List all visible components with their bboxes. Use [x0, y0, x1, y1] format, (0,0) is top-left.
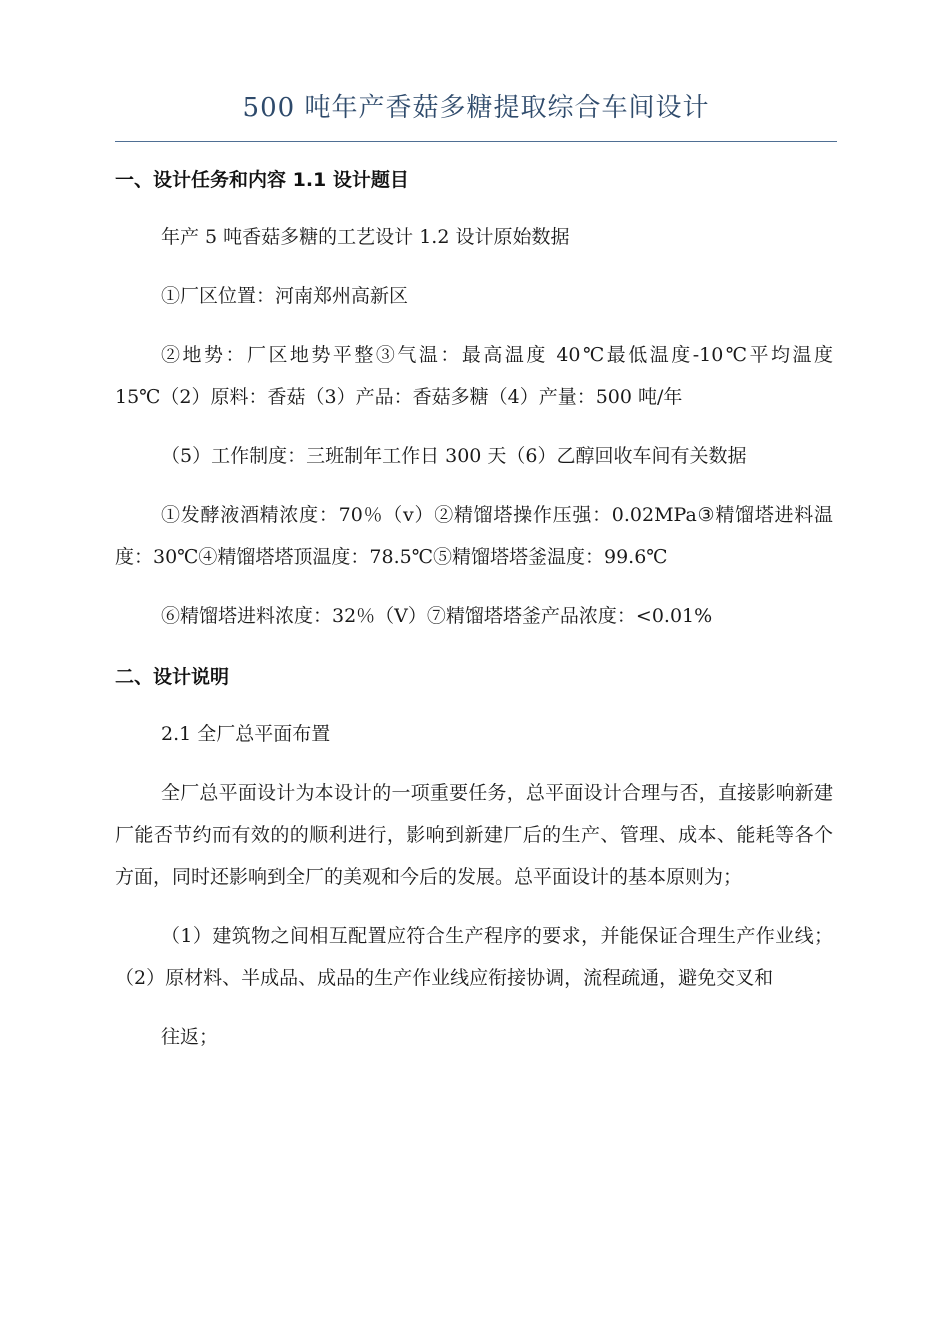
- section-design-notes: [115, 654, 833, 1058]
- paragraph: ⑥精馏塔进料浓度：32％（V）⑦精馏塔塔釜产品浓度：<0.01%: [161, 605, 713, 627]
- paragraph: ②地势：厂区地势平整③气温：最高温度 40℃最低温度-10℃平均温度 15℃（2）原料：香菇（3）产品：香菇多糖（4）产量：500 吨/年: [115, 344, 833, 408]
- paragraph: 年产 5 吨香菇多糖的工艺设计 1.2 设计原始数据: [161, 226, 570, 248]
- paragraph: 往返；: [161, 1026, 219, 1048]
- title-underline: [115, 141, 837, 142]
- paragraph: 全厂总平面设计为本设计的一项重要任务，总平面设计合理与否，直接影响新建厂能否节约而有效的的顺利进行，影响到新建厂后的生产、管理、成本、能耗等各个方面，同时还影响到全厂的美观和今后的发展。总平面设计的基本原则为；: [115, 782, 833, 888]
- section-design-task: [115, 157, 833, 637]
- paragraph: ①厂区位置：河南郑州高新区: [161, 285, 409, 307]
- document-body: [115, 157, 833, 1075]
- paragraph: （1）建筑物之间相互配置应符合生产程序的要求，并能保证合理生产作业线；（2）原材料、半成品、成品的生产作业线应衔接协调，流程疏通，避免交叉和: [115, 925, 833, 989]
- section-heading: 二、设计说明: [115, 666, 230, 688]
- paragraph: ①发酵液酒精浓度：70％（v）②精馏塔操作压强：0.02MPa③精馏塔进料温度：30℃④精馏塔塔顶温度：78.5℃⑤精馏塔塔釜温度：99.6℃: [115, 504, 833, 568]
- paragraph: （5）工作制度：三班制年工作日 300 天（6）乙醇回收车间有关数据: [161, 445, 747, 467]
- document-title: 500 吨年产香菇多糖提取综合车间设计: [242, 93, 710, 123]
- section-heading: 一、设计任务和内容 1.1 设计题目: [115, 169, 409, 191]
- paragraph: 2.1 全厂总平面布置: [161, 723, 331, 745]
